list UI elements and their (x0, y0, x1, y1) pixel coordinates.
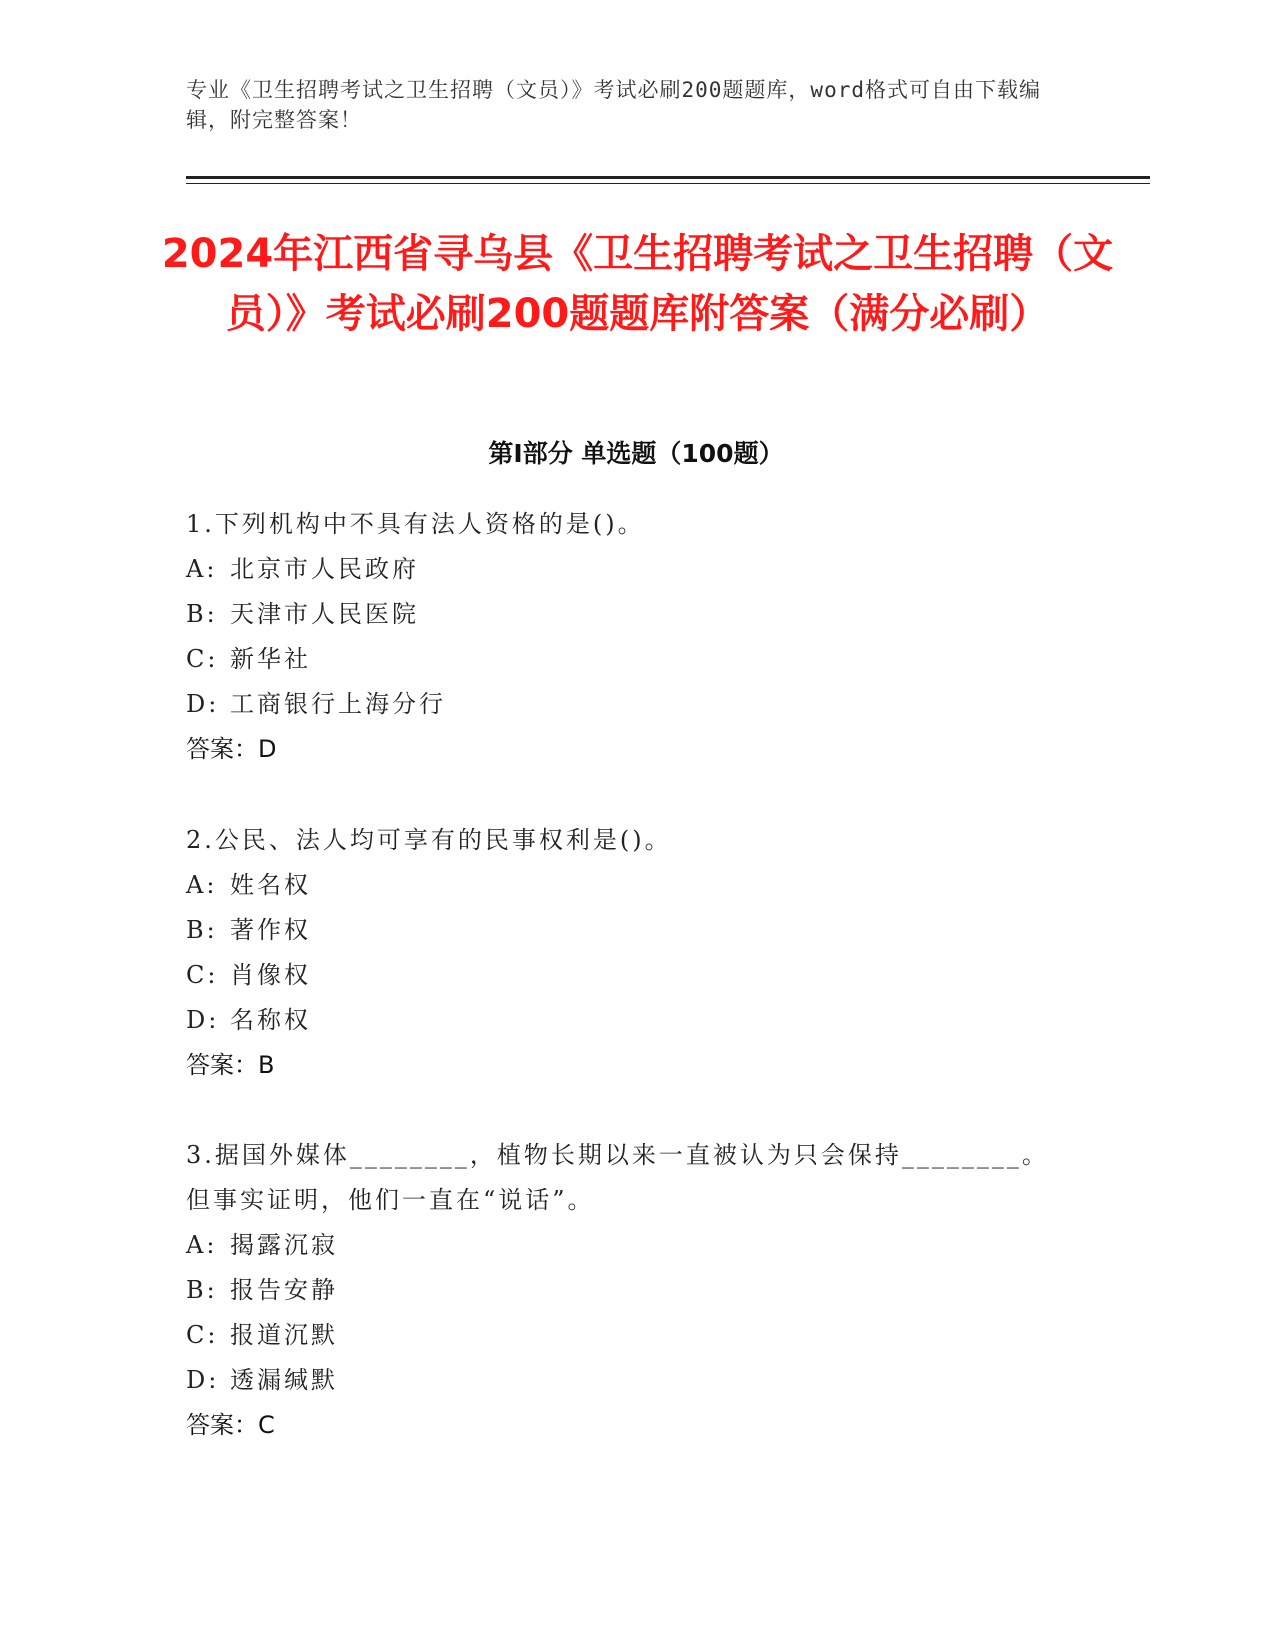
question-1 (186, 502, 1066, 772)
option-text: 著作权 (230, 916, 311, 944)
header-rule-thin (186, 183, 1150, 184)
option-b (186, 908, 1066, 953)
option-label: C: (186, 645, 219, 673)
option-a (186, 547, 1066, 592)
section-title: 第Ⅰ部分 单选题（100题） (488, 439, 784, 468)
option-text: 透漏缄默 (230, 1366, 338, 1394)
option-label: B: (186, 600, 218, 628)
option-d (186, 1358, 1066, 1403)
option-c (186, 1313, 1066, 1358)
option-b (186, 1268, 1066, 1313)
answer: 答案：C (186, 1411, 275, 1439)
header-rule-thick (186, 176, 1150, 179)
option-label: D: (186, 690, 220, 718)
option-text: 报告安静 (230, 1276, 338, 1304)
option-label: D: (186, 1366, 220, 1394)
option-label: A: (186, 1231, 218, 1259)
answer: 答案：D (186, 735, 277, 763)
option-a (186, 863, 1066, 908)
question-stem: 3.据国外媒体________，植物长期以来一直被认为只会保持________。但事实证明，他们一直在“说话”。 (186, 1141, 1049, 1214)
option-label: C: (186, 961, 219, 989)
option-b (186, 592, 1066, 637)
option-d (186, 682, 1066, 727)
option-text: 天津市人民医院 (230, 600, 419, 628)
option-text: 报道沉默 (230, 1321, 338, 1349)
option-d (186, 998, 1066, 1043)
option-text: 工商银行上海分行 (230, 690, 446, 718)
option-text: 北京市人民政府 (230, 555, 419, 583)
question-stem: 2.公民、法人均可享有的民事权利是()。 (186, 826, 672, 854)
header-note: 专业《卫生招聘考试之卫生招聘（文员）》考试必刷200题题库，word格式可自由下载编辑，附完整答案！ (186, 78, 1041, 132)
option-c (186, 637, 1066, 682)
option-label: B: (186, 916, 218, 944)
option-text: 名称权 (230, 1006, 311, 1034)
document-title: 2024年江西省寻乌县《卫生招聘考试之卫生招聘（文员）》考试必刷200题题库附答案（满分必刷） (161, 231, 1114, 337)
question-2 (186, 818, 1066, 1088)
option-label: B: (186, 1276, 218, 1304)
option-label: C: (186, 1321, 219, 1349)
option-c (186, 953, 1066, 998)
option-label: D: (186, 1006, 220, 1034)
answer: 答案：B (186, 1051, 275, 1079)
option-a (186, 1223, 1066, 1268)
question-stem: 1.下列机构中不具有法人资格的是()。 (186, 510, 645, 538)
option-text: 新华社 (230, 645, 311, 673)
option-text: 肖像权 (230, 961, 311, 989)
option-text: 姓名权 (230, 871, 311, 899)
question-3 (186, 1133, 1066, 1448)
option-label: A: (186, 555, 218, 583)
option-label: A: (186, 871, 218, 899)
option-text: 揭露沉寂 (230, 1231, 338, 1259)
